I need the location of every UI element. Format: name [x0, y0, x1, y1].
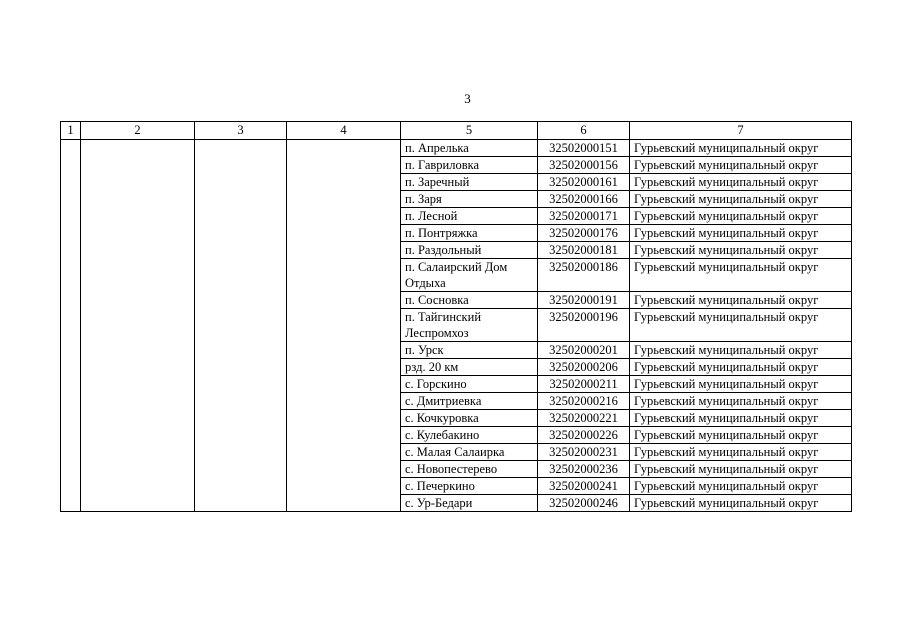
oktmo-code-cell: 32502000236: [538, 461, 630, 478]
district-cell: Гурьевский муниципальный округ: [630, 157, 852, 174]
settlement-name-cell: с. Кулебакино: [401, 427, 538, 444]
table-header: [61, 122, 852, 140]
oktmo-code-cell: 32502000216: [538, 393, 630, 410]
merged-empty-cell-col-3: [195, 140, 287, 512]
district-cell: Гурьевский муниципальный округ: [630, 309, 852, 342]
settlement-name-cell: п. Гавриловка: [401, 157, 538, 174]
settlement-name-cell: с. Горскино: [401, 376, 538, 393]
district-cell: Гурьевский муниципальный округ: [630, 242, 852, 259]
district-cell: Гурьевский муниципальный округ: [630, 174, 852, 191]
settlement-name-cell: с. Печеркино: [401, 478, 538, 495]
oktmo-code-cell: 32502000241: [538, 478, 630, 495]
oktmo-code-cell: 32502000161: [538, 174, 630, 191]
district-cell: Гурьевский муниципальный округ: [630, 191, 852, 208]
oktmo-code-cell: 32502000171: [538, 208, 630, 225]
oktmo-code-cell: 32502000201: [538, 342, 630, 359]
merged-empty-cell-col-2: [81, 140, 195, 512]
district-cell: Гурьевский муниципальный округ: [630, 292, 852, 309]
district-cell: Гурьевский муниципальный округ: [630, 444, 852, 461]
header-row: [61, 122, 852, 140]
settlement-name-cell: с. Малая Салаирка: [401, 444, 538, 461]
district-cell: Гурьевский муниципальный округ: [630, 259, 852, 292]
column-header-4: 4: [287, 122, 401, 140]
oktmo-code-cell: 32502000226: [538, 427, 630, 444]
column-header-3: 3: [195, 122, 287, 140]
settlement-name-cell: с. Дмитриевка: [401, 393, 538, 410]
settlement-name-cell: п. Раздольный: [401, 242, 538, 259]
district-cell: Гурьевский муниципальный округ: [630, 427, 852, 444]
settlement-name-cell: п. Лесной: [401, 208, 538, 225]
settlement-name-cell: п. Заречный: [401, 174, 538, 191]
settlement-name-cell: п. Апрелька: [401, 140, 538, 157]
settlement-name-cell: п. Понтряжка: [401, 225, 538, 242]
oktmo-code-cell: 32502000176: [538, 225, 630, 242]
oktmo-code-cell: 32502000191: [538, 292, 630, 309]
oktmo-code-cell: 32502000181: [538, 242, 630, 259]
settlement-name-cell: п. Заря: [401, 191, 538, 208]
district-cell: Гурьевский муниципальный округ: [630, 495, 852, 512]
settlement-name-cell: п. Урск: [401, 342, 538, 359]
table-body: [61, 140, 852, 512]
settlement-name-cell: п. Сосновка: [401, 292, 538, 309]
district-cell: Гурьевский муниципальный округ: [630, 478, 852, 495]
settlements-table: [60, 121, 852, 512]
page-number: 3: [464, 91, 471, 106]
oktmo-code-cell: 32502000151: [538, 140, 630, 157]
column-header-5: 5: [401, 122, 538, 140]
column-header-6: 6: [538, 122, 630, 140]
table-row: [61, 140, 852, 157]
oktmo-code-cell: 32502000196: [538, 309, 630, 342]
oktmo-code-cell: 32502000246: [538, 495, 630, 512]
district-cell: Гурьевский муниципальный округ: [630, 225, 852, 242]
merged-empty-cell-col-1: [61, 140, 81, 512]
column-header-2: 2: [81, 122, 195, 140]
district-cell: Гурьевский муниципальный округ: [630, 410, 852, 427]
district-cell: Гурьевский муниципальный округ: [630, 140, 852, 157]
oktmo-code-cell: 32502000156: [538, 157, 630, 174]
oktmo-code-cell: 32502000221: [538, 410, 630, 427]
district-cell: Гурьевский муниципальный округ: [630, 359, 852, 376]
settlement-name-cell: п. Тайгинский Леспромхоз: [401, 309, 538, 342]
district-cell: Гурьевский муниципальный округ: [630, 376, 852, 393]
district-cell: Гурьевский муниципальный округ: [630, 342, 852, 359]
settlement-name-cell: с. Ур-Бедари: [401, 495, 538, 512]
settlement-name-cell: п. Салаирский Дом Отдыха: [401, 259, 538, 292]
oktmo-code-cell: 32502000211: [538, 376, 630, 393]
settlement-name-cell: с. Новопестерево: [401, 461, 538, 478]
column-header-1: 1: [61, 122, 81, 140]
oktmo-code-cell: 32502000231: [538, 444, 630, 461]
merged-empty-cell-col-4: [287, 140, 401, 512]
settlement-name-cell: рзд. 20 км: [401, 359, 538, 376]
district-cell: Гурьевский муниципальный округ: [630, 393, 852, 410]
column-header-7: 7: [630, 122, 852, 140]
district-cell: Гурьевский муниципальный округ: [630, 461, 852, 478]
oktmo-code-cell: 32502000206: [538, 359, 630, 376]
oktmo-code-cell: 32502000166: [538, 191, 630, 208]
oktmo-code-cell: 32502000186: [538, 259, 630, 292]
district-cell: Гурьевский муниципальный округ: [630, 208, 852, 225]
settlement-name-cell: с. Кочкуровка: [401, 410, 538, 427]
